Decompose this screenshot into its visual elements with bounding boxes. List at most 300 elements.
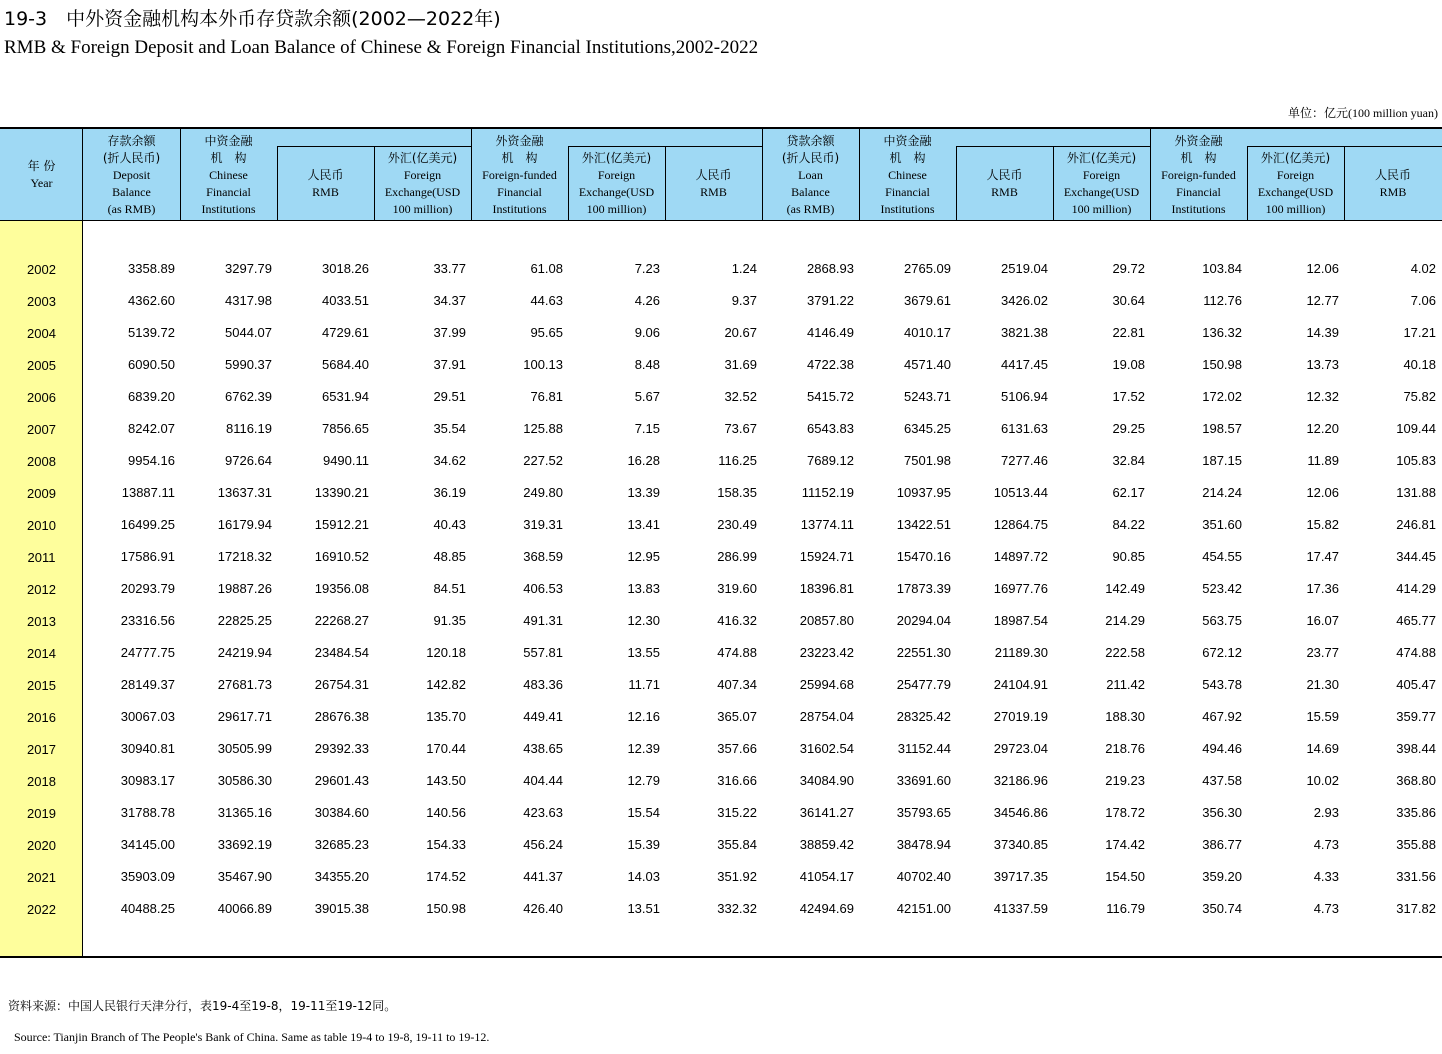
table-cell: 37340.85 bbox=[993, 837, 1048, 852]
header-year-en: Year bbox=[30, 176, 53, 190]
table-cell: 34.37 bbox=[433, 293, 466, 308]
table-cell: 112.76 bbox=[1203, 293, 1242, 308]
table-cell: 359.77 bbox=[1396, 709, 1436, 724]
table-cell: 15.82 bbox=[1306, 517, 1339, 532]
table-cell: 44.63 bbox=[530, 293, 563, 308]
table-cell: 3821.38 bbox=[1001, 325, 1048, 340]
table-cell: 437.58 bbox=[1202, 773, 1242, 788]
table-cell: 12.39 bbox=[627, 741, 660, 756]
table-cell: 222.58 bbox=[1105, 645, 1145, 660]
table-cell: 34145.00 bbox=[120, 837, 175, 852]
table-cell: 12.06 bbox=[1306, 261, 1339, 276]
row-year: 2019 bbox=[27, 806, 56, 821]
table-cell: 48.85 bbox=[433, 549, 466, 564]
table-cell: 7689.12 bbox=[807, 453, 854, 468]
table-cell: 19.08 bbox=[1112, 357, 1145, 372]
table-cell: 355.84 bbox=[717, 837, 757, 852]
table-cell: 454.55 bbox=[1202, 549, 1242, 564]
table-cell: 17586.91 bbox=[120, 549, 175, 564]
table-cell: 29617.71 bbox=[217, 709, 272, 724]
header-text: Institutions bbox=[880, 201, 935, 216]
table-cell: 116.79 bbox=[1106, 901, 1145, 916]
table-cell: 34355.20 bbox=[314, 869, 369, 884]
table-cell: 359.20 bbox=[1202, 869, 1242, 884]
table-cell: 188.30 bbox=[1105, 709, 1145, 724]
table-cell: 8242.07 bbox=[128, 421, 175, 436]
table-cell: 116.25 bbox=[718, 453, 757, 468]
table-cell: 6762.39 bbox=[225, 389, 272, 404]
row-year: 2007 bbox=[27, 422, 56, 437]
header-text: Exchange(USD bbox=[384, 184, 461, 199]
table-cell: 3358.89 bbox=[128, 261, 175, 276]
table-cell: 172.02 bbox=[1202, 389, 1242, 404]
table-cell: 4010.17 bbox=[904, 325, 951, 340]
table-cell: 491.31 bbox=[523, 613, 563, 628]
table-cell: 3679.61 bbox=[904, 293, 951, 308]
table-cell: 22825.25 bbox=[217, 613, 272, 628]
table-cell: 12.77 bbox=[1306, 293, 1339, 308]
table-cell: 386.77 bbox=[1202, 837, 1242, 852]
table-cell: 34546.86 bbox=[993, 805, 1048, 820]
table-cell: 10513.44 bbox=[993, 485, 1048, 500]
header-text: Foreign-funded bbox=[482, 167, 557, 182]
table-cell: 474.88 bbox=[717, 645, 757, 660]
header-text: Foreign-funded bbox=[1161, 167, 1236, 182]
table-cell: 109.44 bbox=[1396, 421, 1436, 436]
table-cell: 29723.04 bbox=[993, 741, 1048, 756]
table-cell: 178.72 bbox=[1105, 805, 1145, 820]
table-cell: 103.84 bbox=[1202, 261, 1242, 276]
table-cell: 23.77 bbox=[1306, 645, 1339, 660]
table-row bbox=[0, 766, 1442, 798]
header-text: Financial bbox=[885, 184, 930, 199]
table-cell: 12.32 bbox=[1306, 389, 1339, 404]
grid-line bbox=[956, 146, 957, 221]
table-cell: 483.36 bbox=[523, 677, 563, 692]
table-cell: 4.33 bbox=[1313, 869, 1339, 884]
table-cell: 22.81 bbox=[1112, 325, 1145, 340]
header-text: 外汇(亿美元) bbox=[1066, 150, 1137, 165]
table-cell: 24777.75 bbox=[120, 645, 175, 660]
page-title-en: RMB & Foreign Deposit and Loan Balance of Chinese & Foreign Financial Institutions,2002-2022 bbox=[4, 37, 759, 58]
table-cell: 9490.11 bbox=[322, 453, 369, 468]
header-rmb-4 bbox=[1344, 146, 1442, 221]
table-cell: 4722.38 bbox=[807, 357, 854, 372]
grid-line bbox=[1344, 146, 1345, 221]
table-row bbox=[0, 254, 1442, 286]
grid-line bbox=[1150, 129, 1151, 221]
table-cell: 13390.21 bbox=[314, 485, 369, 500]
table-cell: 40.43 bbox=[433, 517, 466, 532]
table-cell: 24219.94 bbox=[217, 645, 272, 660]
table-cell: 315.22 bbox=[717, 805, 757, 820]
header-text: (as RMB) bbox=[786, 201, 835, 216]
table-cell: 32186.96 bbox=[993, 773, 1048, 788]
table-cell: 3426.02 bbox=[1001, 293, 1048, 308]
table-row bbox=[0, 350, 1442, 382]
grid-line bbox=[568, 146, 762, 147]
table-cell: 35.54 bbox=[433, 421, 466, 436]
table-cell: 35793.65 bbox=[896, 805, 951, 820]
header-text: Balance bbox=[112, 184, 151, 199]
table-cell: 19887.26 bbox=[217, 581, 272, 596]
header-text: 存款余额 bbox=[107, 133, 156, 148]
grid-line bbox=[471, 129, 472, 221]
table-cell: 33691.60 bbox=[896, 773, 951, 788]
table-cell: 40066.89 bbox=[217, 901, 272, 916]
table-cell: 23484.54 bbox=[314, 645, 369, 660]
table-cell: 38478.94 bbox=[896, 837, 951, 852]
table-cell: 15924.71 bbox=[799, 549, 854, 564]
table-cell: 150.98 bbox=[426, 901, 466, 916]
header-text: Chinese bbox=[888, 167, 927, 182]
row-year: 2010 bbox=[27, 518, 56, 533]
grid-line bbox=[956, 146, 1150, 147]
table-cell: 246.81 bbox=[1396, 517, 1436, 532]
table-row bbox=[0, 702, 1442, 734]
header-text: 中资金融 bbox=[883, 133, 932, 148]
table-cell: 16.07 bbox=[1306, 613, 1339, 628]
row-year: 2016 bbox=[27, 710, 56, 725]
header-text: Financial bbox=[1176, 184, 1221, 199]
header-text: 外汇(亿美元) bbox=[581, 150, 652, 165]
table-row bbox=[0, 414, 1442, 446]
table-cell: 30.64 bbox=[1112, 293, 1145, 308]
table-cell: 187.15 bbox=[1202, 453, 1242, 468]
table-cell: 4417.45 bbox=[1001, 357, 1048, 372]
table-cell: 17.36 bbox=[1306, 581, 1339, 596]
table-cell: 13774.11 bbox=[800, 517, 854, 532]
header-text: Deposit bbox=[112, 167, 151, 182]
header-text: RMB bbox=[312, 184, 339, 199]
table-cell: 426.40 bbox=[523, 901, 563, 916]
header-chinese-fi-loan bbox=[859, 129, 956, 221]
table-row bbox=[0, 862, 1442, 894]
table-cell: 34.62 bbox=[433, 453, 466, 468]
header-text: 中资金融 bbox=[204, 133, 253, 148]
table-cell: 15470.16 bbox=[896, 549, 951, 564]
table-cell: 33.77 bbox=[433, 261, 466, 276]
grid-line bbox=[1247, 146, 1442, 147]
header-text: 100 million) bbox=[1265, 201, 1326, 216]
header-text: 人民币 bbox=[695, 167, 732, 182]
table-cell: 40702.40 bbox=[896, 869, 951, 884]
table-cell: 29.25 bbox=[1112, 421, 1145, 436]
table-cell: 4.73 bbox=[1313, 901, 1339, 916]
table-cell: 158.35 bbox=[717, 485, 757, 500]
row-year: 2009 bbox=[27, 486, 56, 501]
table-cell: 120.18 bbox=[426, 645, 466, 660]
table-cell: 14897.72 bbox=[993, 549, 1048, 564]
table-cell: 456.24 bbox=[523, 837, 563, 852]
table-cell: 95.65 bbox=[530, 325, 563, 340]
table-cell: 331.56 bbox=[1396, 869, 1436, 884]
table-cell: 211.42 bbox=[1106, 677, 1145, 692]
table-cell: 2868.93 bbox=[807, 261, 854, 276]
row-year: 2008 bbox=[27, 454, 56, 469]
header-text: Financial bbox=[497, 184, 542, 199]
table-cell: 405.47 bbox=[1396, 677, 1436, 692]
table-cell: 357.66 bbox=[717, 741, 757, 756]
table-cell: 32.52 bbox=[724, 389, 757, 404]
table-cell: 29601.43 bbox=[314, 773, 369, 788]
table-cell: 350.74 bbox=[1202, 901, 1242, 916]
table-cell: 41054.17 bbox=[799, 869, 854, 884]
table-cell: 523.42 bbox=[1202, 581, 1242, 596]
table-cell: 174.52 bbox=[426, 869, 466, 884]
table-cell: 467.92 bbox=[1202, 709, 1242, 724]
header-foreign-fi-loan bbox=[1150, 129, 1247, 221]
table-cell: 28754.04 bbox=[799, 709, 854, 724]
table-row bbox=[0, 734, 1442, 766]
table-cell: 38859.42 bbox=[799, 837, 854, 852]
table-cell: 214.29 bbox=[1105, 613, 1145, 628]
table-row bbox=[0, 382, 1442, 414]
table-cell: 12864.75 bbox=[993, 517, 1048, 532]
header-text: Foreign bbox=[403, 167, 442, 182]
table-cell: 214.24 bbox=[1202, 485, 1242, 500]
header-fx-4 bbox=[1247, 146, 1344, 221]
table-cell: 10.02 bbox=[1306, 773, 1339, 788]
table-cell: 28149.37 bbox=[120, 677, 175, 692]
table-cell: 30384.60 bbox=[314, 805, 369, 820]
header-year bbox=[0, 129, 83, 221]
table-row bbox=[0, 894, 1442, 926]
table-row bbox=[0, 478, 1442, 510]
header-rmb-2 bbox=[665, 146, 762, 221]
table-cell: 30983.17 bbox=[120, 773, 175, 788]
table-cell: 317.82 bbox=[1396, 901, 1436, 916]
table-cell: 14.69 bbox=[1306, 741, 1339, 756]
table-cell: 365.07 bbox=[717, 709, 757, 724]
header-text: RMB bbox=[700, 184, 727, 199]
table-cell: 76.81 bbox=[530, 389, 563, 404]
table-cell: 27019.19 bbox=[993, 709, 1048, 724]
table-cell: 11.89 bbox=[1307, 453, 1339, 468]
header-chinese-fi-deposit bbox=[180, 129, 277, 221]
table-cell: 31152.44 bbox=[897, 741, 951, 756]
table-cell: 140.56 bbox=[426, 805, 466, 820]
table-cell: 368.59 bbox=[523, 549, 563, 564]
table-cell: 25994.68 bbox=[799, 677, 854, 692]
table-cell: 7.15 bbox=[634, 421, 660, 436]
table-cell: 13.41 bbox=[627, 517, 660, 532]
header-text: Institutions bbox=[1171, 201, 1226, 216]
grid-line bbox=[374, 146, 375, 221]
header-text: Exchange(USD bbox=[1257, 184, 1334, 199]
table-cell: 136.32 bbox=[1202, 325, 1242, 340]
header-rmb-3 bbox=[956, 146, 1053, 221]
table-row bbox=[0, 542, 1442, 574]
header-text: 机 构 bbox=[889, 150, 926, 165]
header-fx-1 bbox=[374, 146, 471, 221]
table-row bbox=[0, 798, 1442, 830]
row-year: 2021 bbox=[27, 870, 56, 885]
table-cell: 36.19 bbox=[433, 485, 466, 500]
table-cell: 13.55 bbox=[627, 645, 660, 660]
table-cell: 13.39 bbox=[627, 485, 660, 500]
header-text: Foreign bbox=[597, 167, 636, 182]
table-cell: 474.88 bbox=[1396, 645, 1436, 660]
header-foreign-fi-deposit bbox=[471, 129, 568, 221]
table-cell: 8.48 bbox=[634, 357, 660, 372]
table-cell: 5684.40 bbox=[322, 357, 369, 372]
table-cell: 91.35 bbox=[433, 613, 466, 628]
table-cell: 12.79 bbox=[627, 773, 660, 788]
table-cell: 6839.20 bbox=[128, 389, 175, 404]
row-year: 2022 bbox=[27, 902, 56, 917]
table-cell: 154.50 bbox=[1105, 869, 1145, 884]
table-cell: 319.60 bbox=[717, 581, 757, 596]
table-cell: 10937.95 bbox=[896, 485, 951, 500]
header-fx-2 bbox=[568, 146, 665, 221]
table-cell: 5990.37 bbox=[225, 357, 272, 372]
table-cell: 22268.27 bbox=[314, 613, 369, 628]
table-cell: 61.08 bbox=[530, 261, 563, 276]
table-cell: 28325.42 bbox=[896, 709, 951, 724]
grid-line bbox=[180, 129, 181, 221]
table-cell: 219.23 bbox=[1105, 773, 1145, 788]
table-cell: 6131.63 bbox=[1001, 421, 1048, 436]
table-cell: 4.73 bbox=[1313, 837, 1339, 852]
table-cell: 6531.94 bbox=[322, 389, 369, 404]
table-cell: 11152.19 bbox=[801, 485, 854, 500]
header-text: 贷款余额 bbox=[786, 133, 835, 148]
table-cell: 351.60 bbox=[1202, 517, 1242, 532]
table-cell: 4571.40 bbox=[904, 357, 951, 372]
table-row bbox=[0, 830, 1442, 862]
row-year: 2014 bbox=[27, 646, 56, 661]
table-cell: 398.44 bbox=[1396, 741, 1436, 756]
row-year: 2012 bbox=[27, 582, 56, 597]
table-cell: 9954.16 bbox=[128, 453, 175, 468]
grid-line bbox=[859, 129, 860, 221]
table-cell: 23316.56 bbox=[120, 613, 175, 628]
table-cell: 31602.54 bbox=[799, 741, 854, 756]
table-cell: 35903.09 bbox=[120, 869, 175, 884]
header-text: Foreign bbox=[1276, 167, 1315, 182]
table-cell: 1.24 bbox=[731, 261, 757, 276]
table-cell: 9.37 bbox=[731, 293, 757, 308]
table-cell: 142.82 bbox=[426, 677, 466, 692]
table-cell: 135.70 bbox=[426, 709, 466, 724]
table-cell: 2765.09 bbox=[904, 261, 951, 276]
header-text: RMB bbox=[991, 184, 1018, 199]
table-cell: 19356.08 bbox=[314, 581, 369, 596]
row-year: 2004 bbox=[27, 326, 56, 341]
table-cell: 143.50 bbox=[426, 773, 466, 788]
table-cell: 5243.71 bbox=[904, 389, 951, 404]
table-cell: 6543.83 bbox=[807, 421, 854, 436]
table-cell: 100.13 bbox=[523, 357, 563, 372]
table-cell: 16179.94 bbox=[217, 517, 272, 532]
table-cell: 8116.19 bbox=[225, 421, 272, 436]
table-cell: 316.66 bbox=[717, 773, 757, 788]
table-row bbox=[0, 446, 1442, 478]
table-cell: 17.47 bbox=[1306, 549, 1339, 564]
table-cell: 26754.31 bbox=[314, 677, 369, 692]
header-year-cn: 年 份 bbox=[27, 159, 56, 173]
table-cell: 13.83 bbox=[627, 581, 660, 596]
table-cell: 7.06 bbox=[1410, 293, 1436, 308]
table-cell: 30586.30 bbox=[217, 773, 272, 788]
table-cell: 28676.38 bbox=[314, 709, 369, 724]
table-cell: 16977.76 bbox=[993, 581, 1048, 596]
row-year: 2015 bbox=[27, 678, 56, 693]
table-cell: 13.73 bbox=[1306, 357, 1339, 372]
table-cell: 32685.23 bbox=[314, 837, 369, 852]
table-cell: 12.95 bbox=[627, 549, 660, 564]
row-year: 2002 bbox=[27, 262, 56, 277]
header-loan-balance bbox=[762, 129, 859, 221]
table-cell: 105.83 bbox=[1396, 453, 1436, 468]
table-cell: 441.37 bbox=[523, 869, 563, 884]
row-year: 2006 bbox=[27, 390, 56, 405]
table-cell: 39717.35 bbox=[993, 869, 1048, 884]
table-cell: 33692.19 bbox=[217, 837, 272, 852]
table-cell: 14.39 bbox=[1306, 325, 1339, 340]
table-cell: 30505.99 bbox=[217, 741, 272, 756]
table-cell: 12.06 bbox=[1306, 485, 1339, 500]
table-cell: 286.99 bbox=[717, 549, 757, 564]
grid-line bbox=[277, 146, 471, 147]
header-text: (折人民币) bbox=[102, 150, 161, 165]
unit-label-en: (100 million yuan) bbox=[1348, 106, 1438, 120]
table-cell: 218.76 bbox=[1105, 741, 1145, 756]
table-cell: 335.86 bbox=[1396, 805, 1436, 820]
table-cell: 29392.33 bbox=[314, 741, 369, 756]
data-table bbox=[0, 127, 1442, 958]
row-year: 2011 bbox=[27, 550, 56, 565]
table-cell: 356.30 bbox=[1202, 805, 1242, 820]
table-row bbox=[0, 606, 1442, 638]
table-cell: 465.77 bbox=[1396, 613, 1436, 628]
table-cell: 13887.11 bbox=[121, 485, 175, 500]
grid-line bbox=[568, 146, 569, 221]
table-cell: 15.54 bbox=[627, 805, 660, 820]
header-deposit-balance bbox=[83, 129, 180, 221]
table-cell: 21189.30 bbox=[994, 645, 1048, 660]
source-note-en: Source: Tianjin Branch of The People's Bank of China. Same as table 19-4 to 19-8, 19-11 to 19-12. bbox=[14, 1030, 490, 1044]
header-text: (折人民币) bbox=[781, 150, 840, 165]
table-row bbox=[0, 638, 1442, 670]
table-cell: 62.17 bbox=[1112, 485, 1145, 500]
source-note-cn: 资料来源：中国人民银行天津分行，表19-4至19-8，19-11至19-12同。 bbox=[8, 999, 397, 1013]
header-text: 机 构 bbox=[1180, 150, 1217, 165]
table-cell: 563.75 bbox=[1202, 613, 1242, 628]
table-cell: 4362.60 bbox=[128, 293, 175, 308]
table-cell: 7277.46 bbox=[1001, 453, 1048, 468]
table-cell: 4033.51 bbox=[322, 293, 369, 308]
table-cell: 416.32 bbox=[717, 613, 757, 628]
unit-label-cn: 单位：亿元 bbox=[1287, 106, 1348, 120]
table-cell: 31788.78 bbox=[120, 805, 175, 820]
table-cell: 5106.94 bbox=[1001, 389, 1048, 404]
table-cell: 13.51 bbox=[627, 901, 660, 916]
row-year: 2018 bbox=[27, 774, 56, 789]
table-cell: 154.33 bbox=[426, 837, 466, 852]
header-text: 100 million) bbox=[586, 201, 647, 216]
table-cell: 368.80 bbox=[1396, 773, 1436, 788]
header-text: Loan bbox=[798, 167, 823, 182]
table-row bbox=[0, 318, 1442, 350]
table-cell: 90.85 bbox=[1112, 549, 1145, 564]
grid-line bbox=[1247, 146, 1248, 221]
table-cell: 9726.64 bbox=[225, 453, 272, 468]
table-cell: 21.30 bbox=[1306, 677, 1339, 692]
page-title-cn: 19-3 中外资金融机构本外币存贷款余额(2002—2022年) bbox=[4, 8, 501, 30]
table-cell: 17.52 bbox=[1112, 389, 1145, 404]
